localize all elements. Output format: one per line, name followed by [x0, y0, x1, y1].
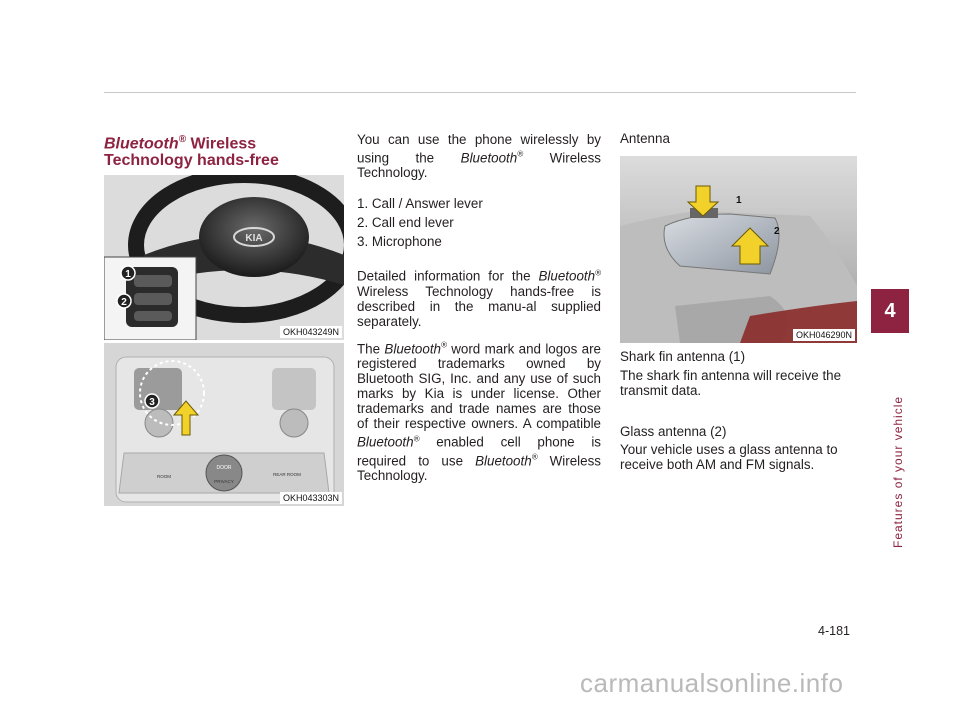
watermark: carmanualsonline.info: [580, 668, 844, 698]
chapter-side-label: Features of your vehicle: [891, 395, 905, 548]
svg-text:3: 3: [149, 397, 155, 408]
glass-antenna-subheading: Glass antenna (2): [620, 424, 727, 439]
glass-antenna-text: Your vehicle uses a glass antenna to receive both AM and FM signals.: [620, 442, 838, 472]
kia-logo: KIA: [245, 233, 263, 244]
photo1-caption: OKH043249N: [280, 326, 342, 338]
steering-wheel-photo: [104, 175, 344, 340]
overhead-console-photo: [104, 343, 344, 506]
svg-text:REAR ROOM: REAR ROOM: [273, 472, 301, 477]
photo3-caption: OKH046290N: [793, 329, 855, 341]
overhead-console-illustration: [104, 343, 344, 506]
bluetooth-body: [357, 132, 601, 492]
svg-text:1: 1: [736, 195, 742, 206]
steering-wheel-illustration: [104, 175, 344, 340]
shark-fin-text: The shark fin antenna will receive the transmit data.: [620, 368, 842, 398]
top-rule: [104, 92, 856, 93]
list-item: 1. Call / Answer lever: [357, 196, 483, 212]
svg-text:2: 2: [774, 226, 780, 237]
svg-text:PRIVACY: PRIVACY: [214, 479, 234, 484]
trademark-paragraph: The Bluetooth® word mark and logos are registered trademarks owned by Bluetooth SIG, Inc. and any use of such marks by Kia is under license. Other trademarks and trade names are those of their respective owners. A compatible Bluetooth® enabled cell phone is required to use Bluetooth® Wireless Technology.: [357, 340, 602, 484]
chapter-tab: 4: [871, 289, 909, 333]
svg-text:DOOR: DOOR: [216, 465, 232, 471]
intro-paragraph: You can use the phone wirelessly by using the Bluetooth® Wireless Technology.: [357, 132, 601, 181]
list-item: 3. Microphone: [357, 234, 442, 250]
page-number: 4-181: [818, 624, 850, 638]
photo2-caption: OKH043303N: [280, 492, 342, 504]
svg-text:ROOM: ROOM: [157, 474, 171, 479]
detail-paragraph: Detailed information for the Bluetooth® Wireless Technology hands-free is described in the manu-al supplied separately.: [357, 268, 601, 329]
list-item: 2. Call end lever: [357, 215, 454, 231]
antenna-heading: Antenna: [620, 131, 670, 146]
bluetooth-heading: Bluetooth® Wireless Technology hands-free: [104, 134, 279, 170]
shark-fin-subheading: Shark fin antenna (1): [620, 349, 746, 364]
antenna-photo: [620, 156, 857, 343]
svg-text:1: 1: [125, 269, 131, 280]
svg-text:2: 2: [121, 297, 127, 308]
car-rear-illustration: [620, 156, 857, 343]
